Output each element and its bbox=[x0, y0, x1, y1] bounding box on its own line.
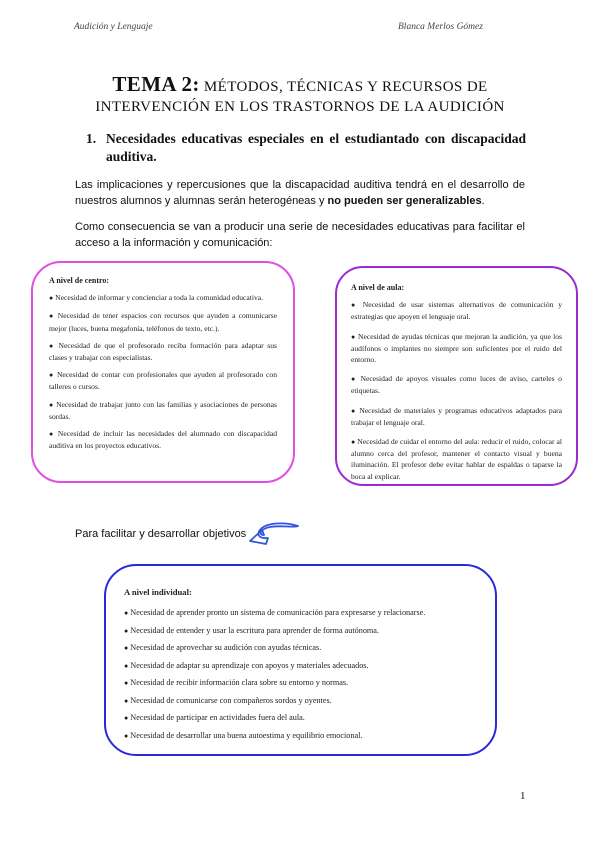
paragraph-consecuencia: Como consecuencia se van a producir una serie de necesidades educativas para facilitar el acceso a la información y comunicación: bbox=[75, 221, 525, 249]
list-item-text: Necesidad de materiales y programas educativos adaptados para trabajar el lenguaje oral. bbox=[351, 405, 562, 427]
list-item-text: Necesidad de cuidar el entorno del aula: reducir el ruido, colocar al alumno cerca del profesor, mantener el contacto visual y buena iluminación. El profesor debe evitar hablar de espaldas o taparse la boca al explicar. bbox=[351, 437, 563, 481]
individual-list bbox=[124, 607, 479, 742]
list-item-text: Necesidad de trabajar junto con las familias y asociaciones de personas sordas. bbox=[49, 399, 277, 421]
list-item bbox=[351, 299, 562, 322]
centro-list bbox=[49, 292, 277, 451]
page-title bbox=[60, 74, 540, 117]
paragraph-implicaciones bbox=[75, 177, 525, 209]
box-nivel-centro bbox=[31, 261, 295, 483]
section-heading bbox=[86, 130, 526, 166]
title-line1: MÉTODOS, TÉCNICAS Y RECURSOS DE bbox=[203, 79, 488, 95]
list-item bbox=[351, 405, 562, 428]
bullet-icon: ● bbox=[124, 696, 129, 705]
bullet-icon: ● bbox=[124, 609, 129, 617]
para1-text: Las implicaciones y repercusiones que la discapacidad auditiva tendrá en el desarrollo de nuestros alumnos y alumnas serán heterogéneas y bbox=[75, 179, 525, 207]
list-item-text: Necesidad de tener espacios con recursos que ayuden a comunicarse mejor (luces, buena megafonía, teléfonos de texto, etc.). bbox=[49, 311, 277, 333]
list-item-text: Necesidad de desarrollar una buena autoestima y equilibrio emocional. bbox=[130, 730, 363, 740]
bullet-icon: ● bbox=[124, 731, 129, 740]
aula-title: A nivel de aula: bbox=[351, 283, 405, 292]
list-item bbox=[49, 292, 277, 304]
bullet-icon: ● bbox=[351, 406, 357, 415]
list-item bbox=[49, 369, 277, 392]
list-item-text: Necesidad de informar y concienciar a toda la comunidad educativa. bbox=[55, 293, 264, 303]
list-item bbox=[124, 695, 479, 707]
list-item-text: Necesidad de apoyos visuales como luces de aviso, carteles o etiquetas. bbox=[351, 374, 562, 396]
list-item-text: Necesidad de que el profesorado reciba formación para adaptar sus clases y trabajar con especialistas. bbox=[49, 340, 277, 363]
list-item bbox=[124, 625, 479, 637]
bullet-icon: ● bbox=[49, 312, 55, 321]
individual-title: A nivel individual: bbox=[124, 587, 192, 597]
list-item-text: Necesidad de recibir información clara sobre su entorno y normas. bbox=[130, 678, 349, 687]
box-nivel-individual bbox=[104, 564, 497, 756]
bullet-icon: ● bbox=[351, 375, 357, 384]
objetivos-label: Para facilitar y desarrollar objetivos bbox=[75, 528, 247, 540]
list-item bbox=[124, 677, 479, 689]
bullet-icon: ● bbox=[124, 626, 129, 635]
section-text: Necesidades educativas especiales en el estudiantado con discapacidad auditiva. bbox=[106, 131, 526, 164]
para1-end: . bbox=[481, 195, 485, 207]
list-item bbox=[124, 730, 479, 742]
curved-arrow-icon bbox=[246, 520, 302, 552]
header-right: Blanca Merlos Gómez bbox=[398, 22, 483, 32]
bullet-icon: ● bbox=[124, 661, 129, 670]
title-line2: INTERVENCIÓN EN LOS TRASTORNOS DE LA AUDICIÓN bbox=[95, 99, 505, 115]
bullet-icon: ● bbox=[351, 332, 356, 341]
bullet-icon: ● bbox=[49, 341, 55, 350]
list-item bbox=[49, 310, 277, 333]
bullet-icon: ● bbox=[49, 400, 54, 409]
bullet-icon: ● bbox=[49, 371, 55, 380]
list-item bbox=[124, 660, 479, 672]
title-tema: TEMA 2: bbox=[112, 72, 200, 96]
list-item-text: Necesidad de ayudas técnicas que mejoran la audición, ya que los audífonos o implantes no siempre son suficientes por el ruido del entorno. bbox=[351, 331, 563, 365]
list-item-text: Necesidad de usar sistemas alternativos de comunicación y estrategias que apoyen el lenguaje oral. bbox=[351, 300, 563, 322]
list-item-text: Necesidad de entender y usar la escritura para aprender de forma autónoma. bbox=[130, 625, 379, 635]
list-item bbox=[49, 399, 277, 422]
list-item bbox=[49, 428, 277, 451]
list-item bbox=[124, 607, 479, 619]
bullet-icon: ● bbox=[124, 714, 129, 722]
list-item bbox=[124, 642, 479, 654]
list-item-text: Necesidad de participar en actividades fuera del aula. bbox=[130, 713, 305, 722]
para1-bold: no pueden ser generalizables bbox=[327, 195, 482, 207]
aula-list bbox=[351, 299, 562, 482]
bullet-icon: ● bbox=[124, 679, 129, 687]
bullet-icon: ● bbox=[351, 301, 359, 310]
list-item-text: Necesidad de comunicarse con compañeros sordos y oyentes. bbox=[130, 695, 332, 705]
list-item bbox=[351, 373, 562, 396]
bullet-icon: ● bbox=[351, 438, 356, 447]
centro-title: A nivel de centro: bbox=[49, 276, 110, 285]
bullet-icon: ● bbox=[124, 644, 129, 652]
list-item-text: Necesidad de adaptar su aprendizaje con apoyos y materiales adecuados. bbox=[130, 660, 369, 670]
bullet-icon: ● bbox=[49, 430, 55, 439]
page-number: 1 bbox=[520, 790, 526, 802]
list-item-text: Necesidad de contar con profesionales que ayuden al profesorado con talleres o cursos. bbox=[49, 370, 278, 392]
bullet-icon: ● bbox=[49, 294, 54, 303]
list-item-text: Necesidad de aprovechar su audición con ayudas técnicas. bbox=[130, 643, 322, 652]
box-nivel-aula bbox=[335, 266, 578, 486]
list-item bbox=[124, 712, 479, 724]
list-item-text: Necesidad de incluir las necesidades del alumnado con discapacidad auditiva en los proyectos educativos. bbox=[49, 429, 277, 451]
section-number: 1. bbox=[86, 131, 97, 146]
header-left: Audición y Lenguaje bbox=[74, 22, 153, 32]
list-item bbox=[351, 436, 562, 482]
list-item bbox=[351, 331, 562, 366]
list-item-text: Necesidad de aprender pronto un sistema de comunicación para expresarse y relacionarse. bbox=[130, 608, 426, 617]
list-item bbox=[49, 340, 277, 363]
